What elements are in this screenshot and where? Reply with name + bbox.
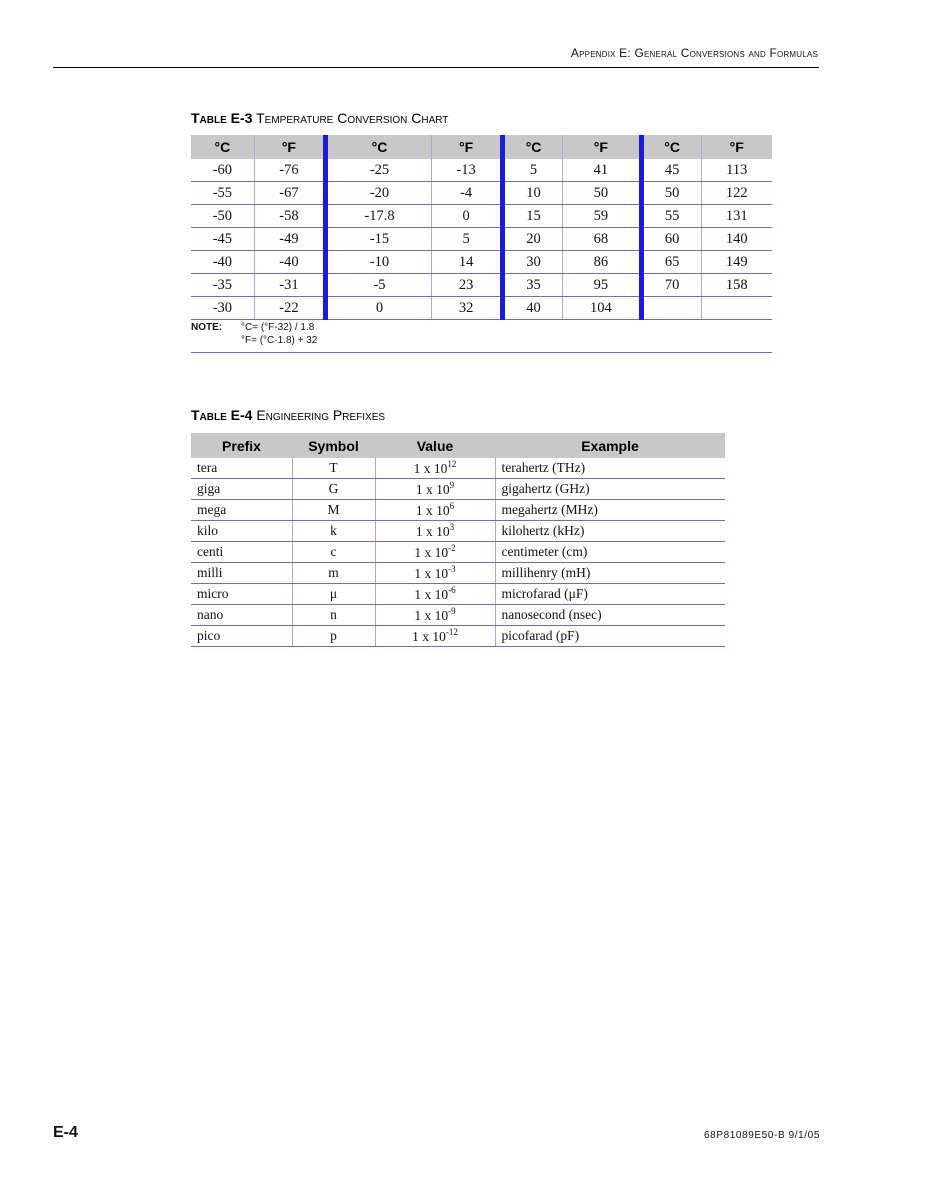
column-header: °C <box>326 135 432 159</box>
value-cell <box>375 605 495 626</box>
table-e3-note <box>191 322 772 353</box>
value-exponent: 6 <box>449 501 455 511</box>
column-header: °F <box>562 135 641 159</box>
table-cell: 86 <box>562 251 641 274</box>
table-row <box>191 542 725 563</box>
table-cell: -40 <box>254 251 325 274</box>
table-cell: -67 <box>254 182 325 205</box>
prefix-cell: nano <box>191 605 292 626</box>
value-base: 1 x 10 <box>414 587 449 602</box>
table-cell: 59 <box>562 205 641 228</box>
table-cell <box>641 297 701 320</box>
table-cell: 50 <box>562 182 641 205</box>
note-formula-celsius: °C= (°F-32) / 1.8 <box>241 322 315 333</box>
table-row <box>191 626 725 647</box>
table-cell: -40 <box>191 251 254 274</box>
table-cell: 5 <box>503 159 563 182</box>
value-exponent: -3 <box>448 564 456 574</box>
table-cell: 60 <box>641 228 701 251</box>
table-cell: -4 <box>431 182 502 205</box>
example-cell: terahertz (THz) <box>495 458 725 479</box>
table-cell: 40 <box>503 297 563 320</box>
table-cell: -58 <box>254 205 325 228</box>
symbol-cell: μ <box>292 584 375 605</box>
table-cell: -25 <box>326 159 432 182</box>
value-base: 1 x 10 <box>415 503 450 518</box>
table-cell: 140 <box>701 228 772 251</box>
table-cell: -31 <box>254 274 325 297</box>
table-header-row <box>191 135 772 159</box>
column-header: °C <box>191 135 254 159</box>
table-cell: 32 <box>431 297 502 320</box>
table-cell: 95 <box>562 274 641 297</box>
table-cell: 20 <box>503 228 563 251</box>
table-row <box>191 251 772 274</box>
column-header-example: Example <box>495 433 725 458</box>
note-label: NOTE: <box>191 322 223 333</box>
table-cell: -60 <box>191 159 254 182</box>
page-number: E-4 <box>53 1124 78 1141</box>
value-exponent: 9 <box>449 480 455 490</box>
table-cell: 23 <box>431 274 502 297</box>
table-cell: -45 <box>191 228 254 251</box>
prefix-cell: giga <box>191 479 292 500</box>
column-header-symbol: Symbol <box>292 433 375 458</box>
table-cell: 68 <box>562 228 641 251</box>
table-cell: -30 <box>191 297 254 320</box>
prefix-cell: kilo <box>191 521 292 542</box>
table-row <box>191 205 772 228</box>
table-cell: 35 <box>503 274 563 297</box>
temperature-conversion-table <box>191 135 772 320</box>
example-cell: millihenry (mH) <box>495 563 725 584</box>
table-cell: -35 <box>191 274 254 297</box>
table-cell: 14 <box>431 251 502 274</box>
running-header: Appendix E: General Conversions and Formulas <box>570 46 818 60</box>
table-cell: 0 <box>431 205 502 228</box>
value-base: 1 x 10 <box>413 461 448 476</box>
table-cell: -50 <box>191 205 254 228</box>
table-cell: 45 <box>641 159 701 182</box>
table-row <box>191 228 772 251</box>
table-row <box>191 500 725 521</box>
example-cell: picofarad (pF) <box>495 626 725 647</box>
value-cell <box>375 584 495 605</box>
column-header: °F <box>254 135 325 159</box>
example-cell: gigahertz (GHz) <box>495 479 725 500</box>
value-cell <box>375 479 495 500</box>
table-e3-label: Table E-3 <box>191 110 253 126</box>
table-cell: 104 <box>562 297 641 320</box>
value-cell <box>375 626 495 647</box>
prefix-cell: centi <box>191 542 292 563</box>
table-e4-label: Table E-4 <box>191 407 253 423</box>
table-e3-caption <box>191 110 448 126</box>
note-formula-fahrenheit: °F= (°C·1.8) + 32 <box>241 335 318 346</box>
example-cell: nanosecond (nsec) <box>495 605 725 626</box>
table-cell <box>701 297 772 320</box>
table-cell: 65 <box>641 251 701 274</box>
symbol-cell: n <box>292 605 375 626</box>
value-exponent: -12 <box>445 627 458 637</box>
value-cell <box>375 500 495 521</box>
table-row <box>191 605 725 626</box>
value-cell <box>375 563 495 584</box>
table-header-row <box>191 433 725 458</box>
value-base: 1 x 10 <box>415 524 450 539</box>
example-cell: megahertz (MHz) <box>495 500 725 521</box>
value-exponent: -6 <box>448 585 456 595</box>
table-cell: -17.8 <box>326 205 432 228</box>
table-cell: -49 <box>254 228 325 251</box>
table-cell: 5 <box>431 228 502 251</box>
table-cell: -22 <box>254 297 325 320</box>
column-header-value: Value <box>375 433 495 458</box>
table-row <box>191 521 725 542</box>
table-row <box>191 182 772 205</box>
table-cell: 10 <box>503 182 563 205</box>
symbol-cell: M <box>292 500 375 521</box>
table-row <box>191 479 725 500</box>
prefix-cell: micro <box>191 584 292 605</box>
table-cell: 55 <box>641 205 701 228</box>
table-cell: 30 <box>503 251 563 274</box>
table-row <box>191 297 772 320</box>
table-cell: -20 <box>326 182 432 205</box>
column-header: °C <box>503 135 563 159</box>
table-cell: -13 <box>431 159 502 182</box>
table-cell: 122 <box>701 182 772 205</box>
table-row <box>191 159 772 182</box>
value-cell <box>375 521 495 542</box>
table-cell: 149 <box>701 251 772 274</box>
example-cell: kilohertz (kHz) <box>495 521 725 542</box>
table-cell: 113 <box>701 159 772 182</box>
symbol-cell: G <box>292 479 375 500</box>
symbol-cell: m <box>292 563 375 584</box>
value-exponent: -2 <box>448 543 456 553</box>
value-base: 1 x 10 <box>415 482 450 497</box>
symbol-cell: T <box>292 458 375 479</box>
table-cell: 131 <box>701 205 772 228</box>
column-header: °C <box>641 135 701 159</box>
table-row <box>191 563 725 584</box>
table-e3-title: Temperature Conversion Chart <box>256 110 449 126</box>
value-exponent: 3 <box>449 522 455 532</box>
column-header: °F <box>701 135 772 159</box>
value-cell <box>375 542 495 563</box>
value-base: 1 x 10 <box>414 608 449 623</box>
table-e4-caption <box>191 407 385 423</box>
table-cell: 50 <box>641 182 701 205</box>
table-cell: -5 <box>326 274 432 297</box>
column-header-prefix: Prefix <box>191 433 292 458</box>
symbol-cell: k <box>292 521 375 542</box>
table-cell: -15 <box>326 228 432 251</box>
table-row <box>191 584 725 605</box>
table-cell: 70 <box>641 274 701 297</box>
table-row <box>191 274 772 297</box>
value-base: 1 x 10 <box>412 629 446 644</box>
value-base: 1 x 10 <box>414 545 449 560</box>
table-cell: 158 <box>701 274 772 297</box>
table-cell: 0 <box>326 297 432 320</box>
table-e4-title: Engineering Prefixes <box>256 407 386 423</box>
value-exponent: 12 <box>447 459 457 469</box>
value-cell <box>375 458 495 479</box>
symbol-cell: c <box>292 542 375 563</box>
value-exponent: -9 <box>448 606 456 616</box>
prefix-cell: tera <box>191 458 292 479</box>
table-cell: -55 <box>191 182 254 205</box>
table-row <box>191 458 725 479</box>
document-id: 68P81089E50-B 9/1/05 <box>704 1130 820 1141</box>
table-cell: 15 <box>503 205 563 228</box>
value-base: 1 x 10 <box>414 566 449 581</box>
column-header: °F <box>431 135 502 159</box>
engineering-prefixes-table <box>191 433 725 647</box>
example-cell: microfarad (μF) <box>495 584 725 605</box>
prefix-cell: mega <box>191 500 292 521</box>
prefix-cell: pico <box>191 626 292 647</box>
table-cell: -10 <box>326 251 432 274</box>
table-cell: 41 <box>562 159 641 182</box>
prefix-cell: milli <box>191 563 292 584</box>
table-cell: -76 <box>254 159 325 182</box>
example-cell: centimeter (cm) <box>495 542 725 563</box>
header-rule <box>53 67 819 68</box>
symbol-cell: p <box>292 626 375 647</box>
